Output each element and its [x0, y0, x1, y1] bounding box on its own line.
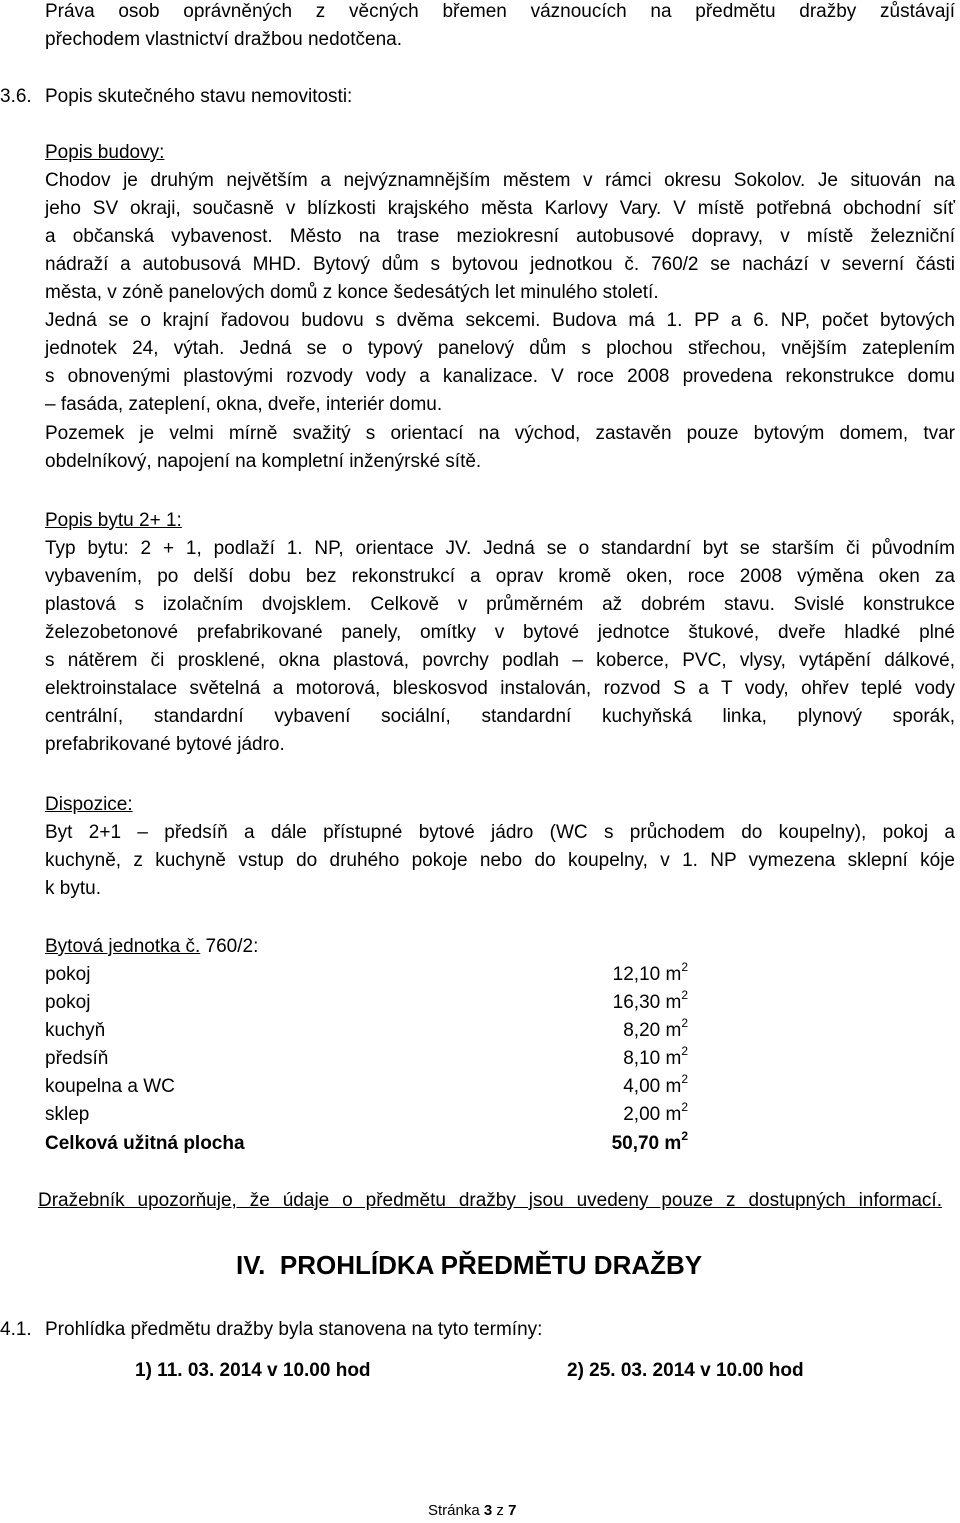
dispozice-line: Byt 2+1 – předsíň a dále přístupné bytové jádro (WC s průchodem do koupelny), pokoj a [45, 822, 955, 843]
room-area: 12,10 $m^2$ [612, 959, 688, 985]
byt-line: vybavením, po delší dobu bez rekonstrukcí a oprav kromě oken, roce 2008 výměna oken za [45, 566, 955, 587]
total-area-label: Celková užitná plocha [45, 1133, 245, 1154]
budova-line: nádraží a autobusová MHD. Bytový dům s bytovou jednotkou č. 760/2 se nachází v severní části [45, 254, 955, 275]
room-name: koupelna a WC [45, 1076, 175, 1097]
section-iv-heading [236, 1250, 702, 1281]
byt-line: centrální, standardní vybavení sociální, standardní kuchyňská linka, plynový sporák, [45, 706, 955, 727]
viewing-term-2: 2) 25. 03. 2014 v 10.00 hod [567, 1360, 804, 1381]
budova-line: obdelníkový, napojení na kompletní inženýrské sítě. [45, 451, 482, 472]
room-area: 4,00 $m^2$ [623, 1071, 688, 1097]
byt-line: s nátěrem či prosklené, okna plastová, povrchy podlah – koberce, PVC, vlysy, vytápění dálkové, [45, 650, 955, 671]
viewing-term-1: 1) 11. 03. 2014 v 10.00 hod [135, 1360, 371, 1381]
room-name: pokoj [45, 992, 91, 1013]
total-pages: 7 [508, 1502, 517, 1519]
byt-line: elektroinstalace světelná a motorová, bleskosvod instalován, rozvod S a T vody, ohřev teplé vody [45, 678, 955, 699]
room-name: kuchyň [45, 1020, 106, 1041]
budova-line: města, v zóně panelových domů z konce šedesátých let minulého století. [45, 282, 659, 303]
budova-line: jeho SV okraji, současně v blízkosti krajského města Karlovy Vary. V místě potřebná obchodní síť [45, 198, 955, 219]
budova-line: a občanská vybavenost. Město na trase meziokresní autobusové dopravy, v místě železniční [45, 226, 955, 247]
heading-popis-budovy: Popis budovy: [45, 142, 165, 163]
intro-line-1: Práva osob oprávněných z věcných břemen váznoucích na předmětu dražby zůstávají [45, 1, 955, 22]
byt-line: železobetonové prefabrikované panely, omítky v bytové jednotce štukové, dveře hladké plné [45, 622, 955, 643]
current-page: 3 [483, 1502, 493, 1519]
heading-bytova-jednotka [45, 936, 258, 958]
room-name: předsíň [45, 1048, 109, 1069]
auctioneer-notice: Dražebník upozorňuje, že údaje o předmětu dražby jsou uvedeny pouze z dostupných informací. [38, 1190, 942, 1211]
section-iv-title: PROHLÍDKA PŘEDMĚTU DRAŽBY [279, 1250, 703, 1280]
total-area-value: 50,70 $m^2$ [611, 1128, 688, 1154]
heading-jednotka-number: 760/2: [200, 936, 259, 957]
byt-line: plastová s izolačním dvojsklem. Celkově v průměrném až dobrém stavu. Svislé konstrukce [45, 594, 955, 615]
budova-line: s obnovenými plastovými rozvody vody a kanalizace. V roce 2008 provedena rekonstrukce domu [45, 366, 955, 387]
room-area: 8,10 $m^2$ [623, 1043, 688, 1069]
section-title-3-6: Popis skutečného stavu nemovitosti: [45, 86, 353, 107]
section-number-4-1: 4.1. [0, 1319, 32, 1340]
byt-line: Typ bytu: 2 + 1, podlaží 1. NP, orientace JV. Jedná se o standardní byt se starším či původním [45, 538, 955, 559]
intro-line-2: přechodem vlastnictví dražbou nedotčena. [45, 29, 402, 50]
budova-line: jednotek 24, výtah. Jedná se o typový panelový dům s plochou střechou, vnějším zateplením [45, 338, 955, 359]
dispozice-line: k bytu. [45, 878, 101, 899]
section-text-4-1: Prohlídka předmětu dražby byla stanovena na tyto termíny: [45, 1319, 543, 1340]
page-footer: Stránka 3 z 7 [428, 1502, 517, 1519]
budova-line: – fasáda, zateplení, okna, dveře, interiér domu. [45, 394, 443, 415]
room-name: sklep [45, 1104, 90, 1125]
dispozice-line: kuchyně, z kuchyně vstup do druhého pokoje nebo do koupelny, v 1. NP vymezena sklepní kóje [45, 850, 955, 871]
budova-line: Pozemek je velmi mírně svažitý s orientací na východ, zastavěn pouze bytovým domem, tvar [45, 423, 955, 444]
section-iv-number: IV. [236, 1250, 266, 1280]
room-name: pokoj [45, 964, 91, 985]
room-area: 16,30 $m^2$ [612, 987, 688, 1013]
room-area: 2,00 $m^2$ [623, 1099, 688, 1125]
budova-line: Chodov je druhým největším a nejvýznamnějším městem v rámci okresu Sokolov. Je situován na [45, 170, 955, 191]
heading-popis-bytu: Popis bytu 2+ 1: [45, 510, 182, 531]
byt-line: prefabrikované bytové jádro. [45, 734, 285, 755]
room-area: 8,20 $m^2$ [623, 1015, 688, 1041]
section-number-3-6: 3.6. [0, 86, 32, 107]
budova-line: Jedná se o krajní řadovou budovu s dvěma sekcemi. Budova má 1. PP a 6. NP, počet bytových [45, 310, 955, 331]
heading-dispozice: Dispozice: [45, 794, 133, 815]
heading-jednotka-underlined: Bytová jednotka č. [45, 936, 201, 957]
